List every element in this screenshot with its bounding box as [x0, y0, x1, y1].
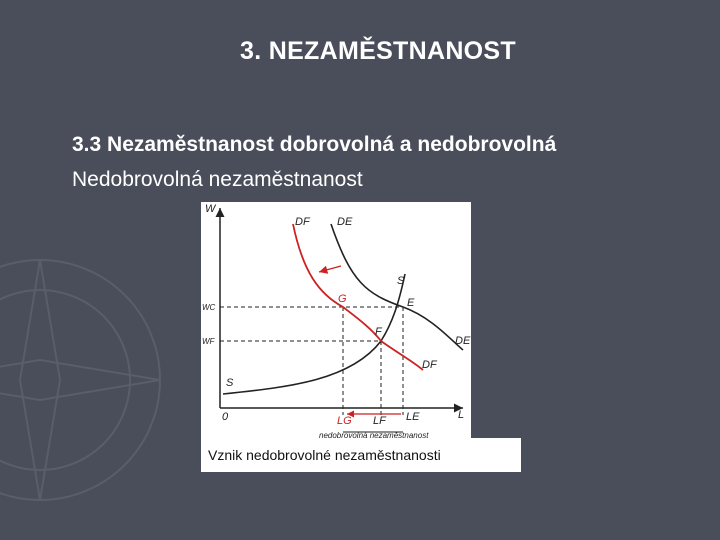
point-g-label: G	[338, 293, 347, 305]
de-end-label: DE	[455, 335, 471, 347]
df-end-label: DF	[422, 359, 437, 371]
wf-label: WF	[202, 337, 215, 346]
labor-market-diagram	[201, 202, 471, 438]
demand-curve-df	[293, 224, 423, 370]
point-f-label: F	[375, 326, 382, 338]
lg-label: LG	[337, 415, 352, 427]
s-bottom-label: S	[226, 377, 234, 389]
s-top-label: S	[397, 275, 405, 287]
df-top-label: DF	[295, 216, 310, 228]
point-e-label: E	[407, 297, 415, 309]
demand-shift-arrow	[319, 266, 341, 272]
le-label: LE	[406, 411, 420, 423]
slide-subtitle: 3.3 Nezaměstnanost dobrovolná a nedobrovolná	[72, 133, 557, 156]
de-top-label: DE	[337, 216, 353, 228]
involuntary-unemployment-note: nedobrovolná nezaměstnanost	[319, 431, 429, 438]
wc-label: WC	[202, 303, 216, 312]
slide-title: 3. NEZAMĚSTNANOST	[240, 37, 516, 65]
axis-x-label: L	[458, 409, 465, 421]
figure-caption: Vznik nedobrovolné nezaměstnanosti	[201, 438, 521, 472]
slide-section-heading: Nedobrovolná nezaměstnanost	[72, 168, 363, 191]
lf-label: LF	[373, 415, 386, 427]
axis-y-label: W	[205, 203, 216, 215]
demand-curve-de	[331, 224, 463, 350]
origin-label: 0	[222, 411, 229, 423]
